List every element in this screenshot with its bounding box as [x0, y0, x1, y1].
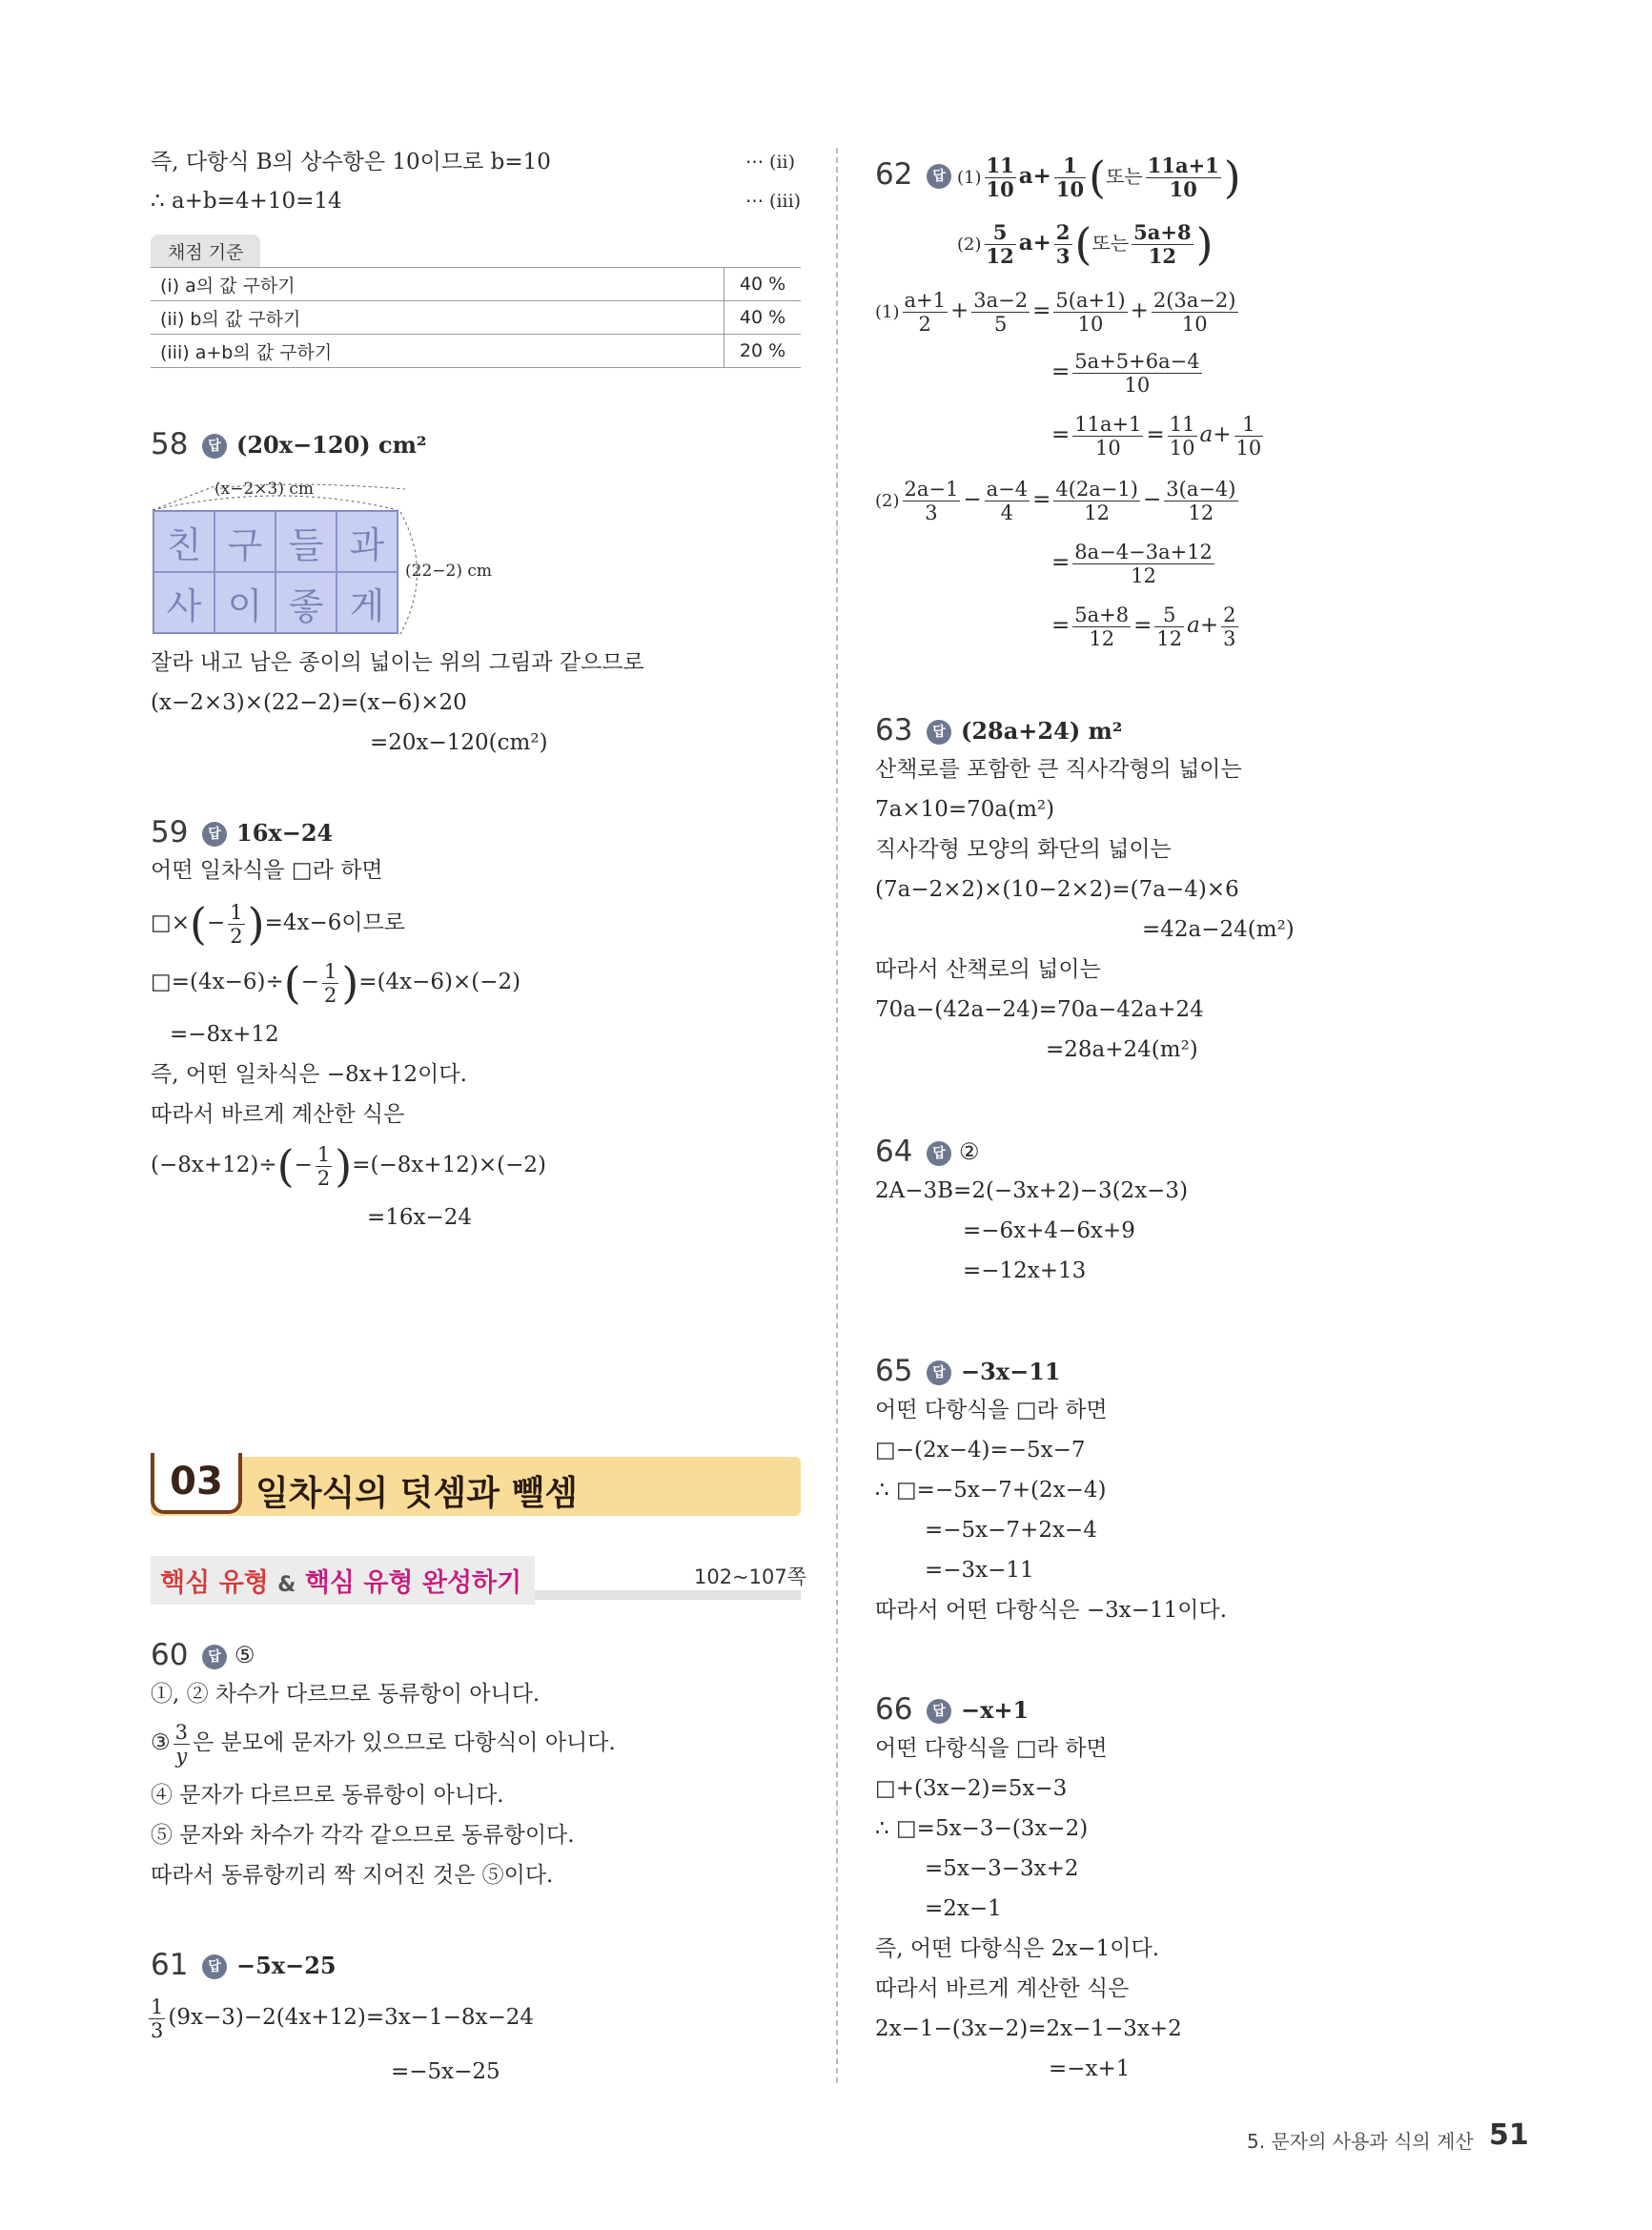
part-label: (1) [875, 302, 900, 322]
fraction [1221, 604, 1237, 650]
fraction-denominator: 3 [925, 501, 938, 524]
answer-badge: 답 [927, 1699, 951, 1724]
fraction-numerator: 1 [323, 959, 337, 983]
continuation-line-1: 즉, 다항식 B의 상수항은 10이므로 b=10 [151, 150, 551, 174]
criteria-row [151, 301, 801, 335]
answer-text: −3x−11 [961, 1358, 1061, 1385]
paren: ) [341, 957, 359, 1009]
solution-line: =42a−24(m²) [1142, 917, 1295, 942]
solution-line: =−3x−11 [925, 1558, 1034, 1583]
fraction-numerator: 11a+1 [1074, 412, 1142, 436]
expr-part: =(−8x+12)×(−2) [352, 1153, 546, 1177]
solution-line: (x−2×3)×(22−2)=(x−6)×20 [151, 690, 467, 715]
solution-line: ∴ □=−5x−7+(2x−4) [875, 1478, 1107, 1503]
fraction [985, 478, 1030, 524]
subsection-amp: & [277, 1573, 296, 1597]
fraction-denominator: 10 [1077, 312, 1104, 336]
expr-part: (9x−3)−2(4x+12)=3x−1−8x−24 [168, 2005, 535, 2030]
solution-line: 어떤 다항식을 □라 하면 [875, 1398, 1108, 1422]
page-range: 102~107쪽 [694, 1565, 807, 1588]
solution-line: = $\frac{11a+1}{10}$ = $\frac{11}{10}$ a+ $\frac{1}{10}$ [1051, 412, 1262, 460]
fraction [1053, 289, 1127, 336]
solution-line: 2A−3B=2(−3x+2)−3(2x−3) [875, 1178, 1189, 1203]
grid-cell: 구 [214, 511, 275, 572]
fraction-numerator: 5a+5+6a−4 [1074, 349, 1200, 373]
criteria-row [151, 268, 801, 301]
subsection-complete: 핵심 유형 완성하기 [304, 1568, 522, 1598]
fraction-denominator: 2 [230, 924, 243, 948]
answer-badge: 답 [927, 1361, 951, 1385]
solution-line: 따라서 바르게 계산한 식은 [875, 1976, 1130, 2001]
answer-text: (20x−120) cm² [236, 431, 427, 459]
solution-line: (1) $\frac{a+1}{2}$ + $\frac{3a-2}{5}$ = $\frac{5(a+1)}{10}$ + $\frac{2(3a-2)}{10}$ [875, 288, 1236, 336]
subsection-core: 핵심 유형 [160, 1568, 269, 1598]
solution-line: =5x−3−3x+2 [925, 1856, 1079, 1881]
grid-cell: 게 [337, 572, 398, 633]
fraction-denominator: 3 [151, 2018, 164, 2042]
answer-badge: 답 [202, 822, 227, 847]
criteria-percent: 40 % [724, 301, 802, 335]
fraction-denominator: y [175, 1744, 188, 1768]
fraction-denominator: 2 [918, 312, 931, 336]
criteria-row [151, 335, 801, 368]
grid-cell: 친 [153, 511, 214, 572]
criteria-table [151, 267, 801, 368]
problem-number: 64 [875, 1135, 913, 1169]
fraction-numerator: 11a+1 [1147, 153, 1219, 177]
step-tag-iii: ⋯ (iii) [745, 191, 802, 212]
solution-line: 어떤 일차식을 □라 하면 [151, 858, 383, 883]
minus-sign: − [300, 970, 319, 994]
fraction-numerator: 2 [1223, 603, 1236, 626]
criteria-label: (i) a의 값 구하기 [151, 268, 724, 301]
answer-text: ⑤ [235, 1642, 255, 1668]
solution-line [151, 1138, 546, 1192]
fraction-numerator: 5(a+1) [1055, 288, 1126, 312]
solution-line: ⑤ 문자와 차수가 각각 같으므로 동류항이다. [151, 1823, 575, 1848]
solution-line: □+(3x−2)=5x−3 [875, 1776, 1068, 1801]
criteria-label: (iii) a+b의 값 구하기 [151, 335, 724, 368]
fraction-denominator: 10 [1055, 176, 1085, 201]
answer-badge: 답 [927, 1141, 951, 1166]
expr-part: 은 분모에 문자가 있으므로 다항식이 아니다. [193, 1730, 616, 1755]
criteria-label: (ii) b의 값 구하기 [151, 301, 724, 335]
expr-part: □=(4x−6)÷ [151, 970, 284, 994]
solution-line: □−(2x−4)=−5x−7 [875, 1438, 1086, 1463]
answer-badge: 답 [927, 164, 951, 189]
solution-line: 따라서 산책로의 넓이는 [875, 957, 1101, 982]
solution-line: = $\frac{8a-4-3a+12}{12}$ [1051, 540, 1213, 587]
answer-badge: 답 [202, 1645, 227, 1669]
solution-line: 따라서 어떤 다항식은 −3x−11이다. [875, 1598, 1228, 1623]
answer-text: −5x−25 [236, 1952, 337, 1979]
fraction [1053, 478, 1140, 524]
answer-62-1 [957, 148, 1241, 205]
criteria-percent: 20 % [724, 335, 802, 368]
fraction-denominator: 12 [1156, 626, 1183, 650]
fraction-numerator: 1 [316, 1142, 331, 1166]
solution-line: =16x−24 [367, 1205, 473, 1230]
problem-number: 63 [875, 713, 913, 747]
paren: ( [276, 1140, 295, 1192]
dimension-side-label: (22−2) cm [405, 562, 493, 581]
fraction-numerator: 1 [1234, 413, 1264, 437]
fraction-denominator: 12 [1089, 626, 1115, 650]
solution-line: 즉, 어떤 일차식은 −8x+12이다. [151, 1062, 467, 1087]
fraction-numerator: 3a−2 [973, 288, 1029, 312]
solution-line: =−x+1 [1049, 2056, 1131, 2081]
solution-line: 따라서 바르게 계산한 식은 [151, 1102, 405, 1127]
expr-part: =4x−6이므로 [264, 910, 406, 935]
fraction-denominator: 10 [1095, 436, 1121, 460]
grid-cell: 이 [214, 572, 275, 633]
fraction-numerator: 2(3a−2) [1152, 288, 1236, 312]
fraction-denominator: 4 [1000, 501, 1014, 524]
solution-line: 잘라 내고 남은 종이의 넓이는 위의 그림과 같으므로 [151, 650, 644, 675]
expr-part: (−8x+12)÷ [151, 1153, 277, 1177]
fraction-numerator: 5 [1154, 604, 1184, 627]
section-title: 일차식의 덧셈과 뺄셈 [255, 1474, 579, 1513]
problem-number: 61 [151, 1948, 189, 1982]
paren: ( [190, 898, 207, 950]
fraction-denominator: 12 [1131, 563, 1156, 587]
solution-line: =−5x−25 [391, 2059, 500, 2084]
fraction-numerator: 4(2a−1) [1055, 477, 1138, 501]
fraction [316, 1143, 332, 1190]
solution-line: 70a−(42a−24)=70a−42a+24 [875, 997, 1204, 1022]
minus-sign: − [294, 1153, 313, 1177]
expr-part: ③ [151, 1730, 171, 1755]
fraction-denominator: 10 [1235, 436, 1262, 460]
solution-line: 어떤 다항식을 □라 하면 [875, 1736, 1108, 1761]
fraction [1234, 413, 1264, 460]
part-label: (2) [875, 491, 900, 511]
part-label: (2) [957, 235, 982, 255]
fraction-denominator: 10 [1181, 312, 1208, 336]
solution-line: 즉, 어떤 다항식은 2x−1이다. [875, 1936, 1160, 1961]
page-number: 51 [1489, 2118, 1529, 2152]
answer-badge: 답 [927, 720, 951, 745]
expr-part: □× [151, 910, 191, 935]
fraction-numerator: 11 [986, 153, 1014, 177]
fraction-numerator: 11 [1169, 412, 1195, 436]
solution-line: (7a−2×2)×(10−2×2)=(7a−4)×6 [875, 877, 1239, 902]
fraction-denominator: 10 [986, 176, 1014, 201]
fraction-numerator: 2a−1 [904, 477, 959, 501]
solution-line: =−12x+13 [963, 1258, 1087, 1283]
fraction-numerator: a+1 [904, 288, 946, 312]
answer-text: ② [959, 1138, 980, 1165]
fraction [1152, 289, 1238, 336]
answer-text: (28a+24) m² [961, 717, 1123, 745]
paper-grid [153, 510, 398, 634]
dimension-top-label: (x−2×3) cm [214, 480, 315, 499]
solution-line: 산책로를 포함한 큰 직사각형의 넓이는 [875, 757, 1242, 782]
solution-line: ①, ② 차수가 다르므로 동류항이 아니다. [151, 1682, 540, 1707]
fraction [1168, 413, 1197, 460]
fraction-numerator: 1 [1054, 154, 1086, 178]
problem-number: 58 [151, 427, 189, 461]
answer-badge: 답 [202, 434, 227, 459]
paren: ) [335, 1140, 353, 1192]
problem-number: 66 [875, 1692, 913, 1727]
subsection-label [151, 1556, 535, 1605]
fraction-denominator: 3 [1223, 626, 1236, 650]
fraction [1072, 413, 1143, 460]
fraction-denominator: 12 [1188, 501, 1214, 524]
fraction-numerator: 5 [985, 221, 1016, 245]
fraction-numerator: a−4 [986, 477, 1029, 501]
grid-cell: 들 [275, 511, 337, 572]
fraction-denominator: 12 [986, 243, 1014, 268]
problem-number: 62 [875, 157, 913, 192]
criteria-percent: 40 % [724, 268, 802, 301]
fraction [149, 1995, 165, 2042]
solution-line: = $\frac{5a+8}{12}$ = $\frac{5}{12}$ a+ $\frac{2}{3}$ [1051, 603, 1236, 650]
solution-line [151, 1716, 616, 1770]
fraction [971, 289, 1030, 336]
fraction-denominator: 10 [1124, 373, 1151, 397]
or-text: 또는 [1106, 165, 1143, 188]
paren: ( [1074, 218, 1092, 270]
problem-number: 65 [875, 1354, 913, 1388]
fraction-denominator: 5 [994, 312, 1008, 336]
expr-part: a+ [1018, 163, 1051, 189]
solution-line: ∴ □=5x−3−(3x−2) [875, 1816, 1089, 1841]
expr-part: a+ [1018, 230, 1051, 256]
fraction-numerator: 1 [230, 900, 243, 924]
solution-line: =−8x+12 [170, 1022, 279, 1047]
answer-text: −x+1 [961, 1696, 1030, 1724]
fraction-denominator: 2 [316, 1166, 331, 1190]
fraction [985, 221, 1016, 268]
fraction-numerator: 5a+8 [1074, 603, 1130, 626]
solution-line: = $\frac{5a+5+6a-4}{10}$ [1051, 349, 1200, 397]
fraction-denominator: 10 [1169, 176, 1197, 201]
fraction [1072, 541, 1214, 587]
fraction-denominator: 2 [323, 983, 337, 1007]
fraction [1054, 154, 1086, 201]
fraction [1054, 221, 1072, 268]
grid-cell: 좋 [275, 572, 337, 633]
fraction [1072, 604, 1131, 650]
column-divider [836, 148, 838, 2083]
solution-line: =20x−120(cm²) [370, 730, 548, 755]
fraction [1164, 478, 1237, 524]
answer-text: 16x−24 [236, 819, 334, 847]
problem-number: 59 [151, 815, 189, 849]
fraction-denominator: 3 [1055, 243, 1071, 268]
fraction [173, 1721, 190, 1768]
solution-line: 직사각형 모양의 화단의 넓이는 [875, 837, 1172, 862]
section-number: 03 [151, 1453, 242, 1514]
fraction [1072, 350, 1201, 397]
fraction [903, 289, 948, 336]
grid-cell: 사 [153, 572, 214, 633]
fraction-numerator: 2 [1055, 219, 1071, 244]
solution-line: 7a×10=70a(m²) [875, 797, 1055, 822]
solution-line: 따라서 동류항끼리 짝 지어진 것은 ⑤이다. [151, 1863, 554, 1888]
answer-badge: 답 [202, 1954, 227, 1979]
solution-line: =2x−1 [925, 1896, 1002, 1921]
fraction [322, 960, 338, 1007]
fraction-numerator: 1 [151, 1995, 164, 2018]
fraction-numerator: 3 [174, 1720, 188, 1744]
criteria-title: 채점 기준 [151, 235, 260, 268]
fraction-denominator: 10 [1169, 436, 1195, 460]
solution-line: =−5x−7+2x−4 [925, 1518, 1097, 1543]
grid-cell: 과 [337, 511, 398, 572]
solution-line: =28a+24(m²) [1046, 1037, 1198, 1062]
fraction [1154, 604, 1184, 650]
step-tag-ii: ⋯ (ii) [745, 152, 796, 173]
paren: ) [247, 898, 265, 950]
problem-number: 60 [151, 1638, 189, 1672]
paren: ( [1089, 152, 1107, 203]
minus-sign: − [206, 910, 226, 935]
solution-line: =−6x+4−6x+9 [963, 1218, 1135, 1243]
paren: ) [1195, 218, 1214, 270]
solution-line [151, 896, 405, 950]
fraction-denominator: 12 [1084, 501, 1111, 524]
fraction [1132, 221, 1193, 268]
solution-line: (2) $\frac{2a-1}{3}$ − $\frac{a-4}{4}$ = $\frac{4(2a-1)}{12}$ − $\frac{3(a-4)}{12}$ [875, 477, 1236, 524]
solution-line [149, 1991, 534, 2044]
fraction [1146, 154, 1221, 201]
fraction-numerator: 3(a−4) [1166, 477, 1236, 501]
paren: ) [1223, 152, 1241, 203]
solution-line: 2x−1−(3x−2)=2x−1−3x+2 [875, 2016, 1182, 2041]
fraction [903, 478, 961, 524]
fraction [228, 901, 244, 948]
expr-part: =(4x−6)×(−2) [358, 970, 521, 994]
fraction-numerator: 5a+8 [1133, 219, 1192, 244]
footer-chapter: 5. 문자의 사용과 식의 계산 [1247, 2130, 1474, 2153]
fraction-numerator: 8a−4−3a+12 [1074, 540, 1213, 563]
fraction [985, 154, 1016, 201]
continuation-line-2: ∴ a+b=4+10=14 [151, 189, 342, 214]
part-label: (1) [957, 168, 982, 188]
paren: ( [283, 957, 301, 1009]
answer-62-2 [957, 215, 1214, 272]
solution-line: ④ 문자가 다르므로 동류항이 아니다. [151, 1783, 504, 1808]
or-text: 또는 [1091, 232, 1130, 255]
fraction-denominator: 12 [1148, 243, 1176, 268]
solution-line [151, 955, 520, 1009]
